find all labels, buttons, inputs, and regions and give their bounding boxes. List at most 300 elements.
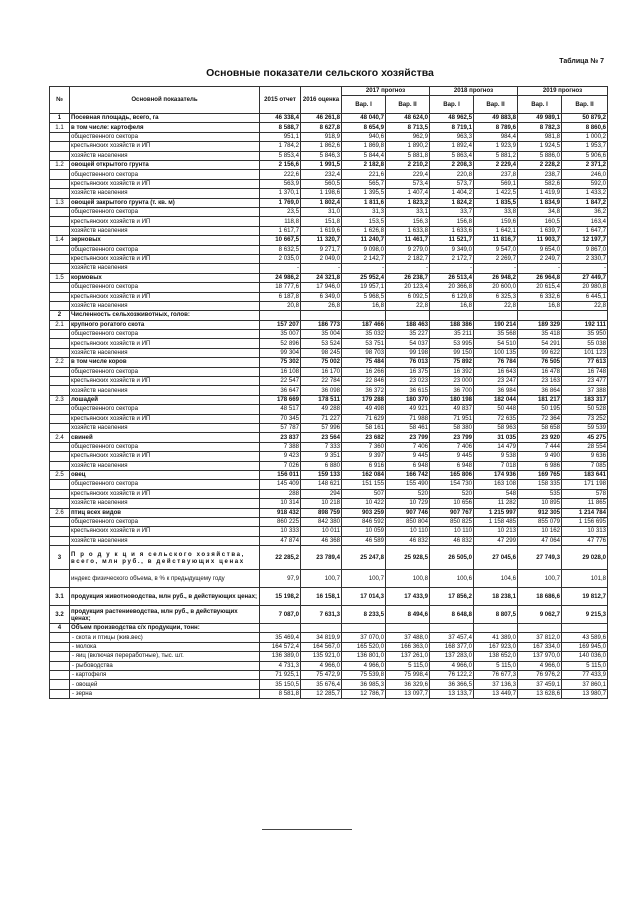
row-value: 46 589: [342, 536, 386, 545]
row-value: 15 198,2: [260, 588, 301, 606]
row-value: 8 233,5: [342, 606, 386, 624]
row-value: 182 044: [474, 395, 518, 404]
table-row: [50, 358, 608, 367]
row-value: [260, 311, 301, 320]
row-value: 8 494,6: [386, 606, 430, 624]
row-value: 1 923,9: [474, 142, 518, 151]
row-number: 2.3: [50, 395, 70, 404]
row-value: 136 389,0: [260, 652, 301, 661]
row-number: [50, 142, 70, 151]
row-value: 57 996: [301, 423, 342, 432]
row-value: 582,6: [518, 179, 562, 188]
row-value: 10 213: [474, 527, 518, 536]
row-value: 72 364: [518, 414, 562, 423]
table-row: [50, 527, 608, 536]
row-value: 13 449,7: [474, 689, 518, 698]
row-value: 76 784: [474, 358, 518, 367]
row-value: 16 375: [386, 367, 430, 376]
row-value: 100,7: [518, 570, 562, 588]
row-value: 36 372: [342, 386, 386, 395]
row-value: 6 332,6: [518, 292, 562, 301]
table-row: [50, 433, 608, 442]
row-value: 16 158,1: [301, 588, 342, 606]
row-value: 53 995: [430, 339, 474, 348]
row-value: 1 370,1: [260, 189, 301, 198]
row-value: 23 799: [430, 433, 474, 442]
row-value: 50 879,2: [562, 114, 608, 123]
row-value: [474, 311, 518, 320]
row-value: 50 528: [562, 405, 608, 414]
table-row: [50, 367, 608, 376]
row-label: крупного рогатого скота: [70, 320, 260, 329]
row-value: 846 592: [342, 517, 386, 526]
row-value: 1 198,6: [301, 189, 342, 198]
row-value: 1 769,0: [260, 198, 301, 207]
table-header: [50, 87, 608, 114]
row-number: [50, 330, 70, 339]
row-value: 7 388: [260, 442, 301, 451]
row-value: 8 588,7: [260, 123, 301, 132]
row-value: 1 158 485: [474, 517, 518, 526]
row-value: 148 621: [301, 480, 342, 489]
row-number: [50, 208, 70, 217]
row-number: 3: [50, 546, 70, 570]
row-value: 151 155: [342, 480, 386, 489]
row-value: 11 461,7: [386, 236, 430, 245]
row-value: 25 247,8: [342, 546, 386, 570]
row-value: 2 228,2: [518, 161, 562, 170]
row-label: - яиц (включая переработные), тыс. шт.: [70, 652, 260, 661]
row-value: 1 215 997: [474, 508, 518, 517]
row-value: 19 812,7: [562, 588, 608, 606]
table-row: [50, 480, 608, 489]
row-value: 17 014,3: [342, 588, 386, 606]
row-value: 2 208,3: [430, 161, 474, 170]
row-value: 23 163: [518, 377, 562, 386]
row-value: 1 862,6: [301, 142, 342, 151]
row-value: 10 313: [562, 527, 608, 536]
row-number: 1.5: [50, 273, 70, 282]
row-value: 189 329: [518, 320, 562, 329]
row-value: 36 864: [518, 386, 562, 395]
row-value: 35 227: [386, 330, 430, 339]
row-label: общественного сектора: [70, 132, 260, 141]
row-value: 8 713,5: [386, 123, 430, 132]
row-value: 1 407,4: [386, 189, 430, 198]
table-row: [50, 470, 608, 479]
row-value: 25 928,5: [386, 546, 430, 570]
row-value: 1 422,5: [474, 189, 518, 198]
row-value: 75 892: [430, 358, 474, 367]
header-2017-var2: Вар. II: [386, 96, 430, 114]
row-value: 35 007: [260, 330, 301, 339]
row-value: 10 110: [430, 527, 474, 536]
row-number: [50, 570, 70, 588]
row-label: крестьянских хозяйств и ИП: [70, 254, 260, 263]
row-value: 16,8: [430, 301, 474, 310]
row-value: 178 669: [260, 395, 301, 404]
row-value: 5 115,0: [474, 661, 518, 670]
row-value: 35 211: [430, 330, 474, 339]
row-value: 6 187,8: [260, 292, 301, 301]
row-label: в том числе коров: [70, 358, 260, 367]
row-value: 75 302: [260, 358, 301, 367]
row-value: 58 161: [342, 423, 386, 432]
row-label: Объем производства с/х продукции, тонн:: [70, 624, 260, 633]
row-value: 565,7: [342, 179, 386, 188]
row-value: 53 524: [301, 339, 342, 348]
row-value: 58 963: [474, 423, 518, 432]
row-value: 26,8: [301, 301, 342, 310]
row-value: 179 288: [342, 395, 386, 404]
row-value: 4 966,0: [518, 661, 562, 670]
row-value: 53 751: [342, 339, 386, 348]
table-row: [50, 273, 608, 282]
row-value: 10 314: [260, 499, 301, 508]
row-value: 47 776: [562, 536, 608, 545]
row-value: 11 816,7: [474, 236, 518, 245]
row-value: 100,7: [301, 570, 342, 588]
row-value: 850 825: [430, 517, 474, 526]
row-value: 18 686,6: [518, 588, 562, 606]
row-value: 10 667,5: [260, 236, 301, 245]
row-value: 181 217: [518, 395, 562, 404]
row-value: 99 304: [260, 348, 301, 357]
row-value: 10 656: [430, 499, 474, 508]
row-value: 10 110: [386, 527, 430, 536]
row-value: 76 122,2: [430, 671, 474, 680]
row-value: 26 513,4: [430, 273, 474, 282]
row-number: 1.1: [50, 123, 70, 132]
row-label: хозяйств населения: [70, 386, 260, 395]
table-row: [50, 208, 608, 217]
row-value: 31,3: [342, 208, 386, 217]
row-value: 164 572,4: [260, 642, 301, 651]
row-value: 10 218: [301, 499, 342, 508]
row-value: 171 198: [562, 480, 608, 489]
row-value: 76 013: [386, 358, 430, 367]
row-value: 20 615,4: [518, 283, 562, 292]
row-value: 7 085: [562, 461, 608, 470]
indicators-table: [49, 86, 608, 699]
row-value: 155 490: [386, 480, 430, 489]
row-value: 5 886,0: [518, 151, 562, 160]
row-value: 7 444: [518, 442, 562, 451]
table-row: [50, 179, 608, 188]
table-number-label: Таблица № 7: [559, 58, 604, 65]
table-row: [50, 405, 608, 414]
row-value: 9 654,0: [518, 245, 562, 254]
row-value: 48 624,0: [386, 114, 430, 123]
row-value: 9 445: [386, 452, 430, 461]
row-value: [301, 624, 342, 633]
table-row: [50, 461, 608, 470]
row-number: 3.2: [50, 606, 70, 624]
row-value: 560,5: [301, 179, 342, 188]
row-value: 37 812,0: [518, 633, 562, 642]
row-value: 22,8: [386, 301, 430, 310]
row-label: общественного сектора: [70, 245, 260, 254]
row-value: 962,9: [386, 132, 430, 141]
table-row: [50, 499, 608, 508]
row-value: 940,6: [342, 132, 386, 141]
row-value: 156,8: [430, 217, 474, 226]
row-label: крестьянских хозяйств и ИП: [70, 452, 260, 461]
row-value: 18 777,6: [260, 283, 301, 292]
row-value: 34,8: [518, 208, 562, 217]
row-value: 11 320,7: [301, 236, 342, 245]
row-value: 165 520,0: [342, 642, 386, 651]
row-value: 23 477: [562, 377, 608, 386]
row-number: 1.3: [50, 198, 70, 207]
table-row: [50, 642, 608, 651]
row-label: общественного сектора: [70, 367, 260, 376]
row-value: 9 215,3: [562, 606, 608, 624]
row-value: 1 647,7: [562, 226, 608, 235]
row-value: 7 087,0: [260, 606, 301, 624]
header-2018: 2018 прогноз: [430, 87, 518, 96]
row-value: 71 951: [430, 414, 474, 423]
row-label: крестьянских хозяйств и ИП: [70, 489, 260, 498]
row-number: [50, 264, 70, 273]
row-value: 1 892,4: [430, 142, 474, 151]
row-value: 9 279,0: [386, 245, 430, 254]
row-value: 6 948: [386, 461, 430, 470]
row-value: -: [342, 264, 386, 273]
row-number: [50, 527, 70, 536]
table-row: [50, 386, 608, 395]
row-value: 23,5: [260, 208, 301, 217]
row-value: 35 150,5: [260, 680, 301, 689]
table-row: [50, 689, 608, 698]
row-value: [474, 624, 518, 633]
row-value: 16 392: [430, 367, 474, 376]
row-value: 46 261,8: [301, 114, 342, 123]
row-value: 22 285,2: [260, 546, 301, 570]
row-value: 20 123,4: [386, 283, 430, 292]
row-number: [50, 339, 70, 348]
row-value: 1 991,5: [301, 161, 342, 170]
row-value: 7 631,3: [301, 606, 342, 624]
footer-divider: [262, 829, 352, 830]
row-label: птиц всех видов: [70, 508, 260, 517]
row-value: 842 380: [301, 517, 342, 526]
row-value: [301, 311, 342, 320]
row-value: 100,8: [386, 570, 430, 588]
row-value: 1 619,6: [301, 226, 342, 235]
row-value: 8 581,8: [260, 689, 301, 698]
header-2018-var2: Вар. II: [474, 96, 518, 114]
row-value: 23 799: [386, 433, 430, 442]
row-value: 16 108: [260, 367, 301, 376]
row-value: [260, 624, 301, 633]
row-number: 1.2: [50, 161, 70, 170]
row-value: 183 317: [562, 395, 608, 404]
table-row: [50, 254, 608, 263]
row-value: 151,8: [301, 217, 342, 226]
row-value: 220,8: [430, 170, 474, 179]
row-label: хозяйств населения: [70, 301, 260, 310]
header-2017: 2017 прогноз: [342, 87, 430, 96]
row-value: 73 252: [562, 414, 608, 423]
row-value: 5 115,0: [386, 661, 430, 670]
row-value: 7 026: [260, 461, 301, 470]
row-value: 19 957,1: [342, 283, 386, 292]
row-value: 4 966,0: [430, 661, 474, 670]
row-value: 49 883,8: [474, 114, 518, 123]
row-number: [50, 254, 70, 263]
row-value: 46 832: [386, 536, 430, 545]
row-label: крестьянских хозяйств и ИП: [70, 142, 260, 151]
row-value: 162 084: [342, 470, 386, 479]
table-row: [50, 245, 608, 254]
row-value: 156,3: [386, 217, 430, 226]
row-number: [50, 348, 70, 357]
row-value: 520: [386, 489, 430, 498]
row-value: 2 249,7: [518, 254, 562, 263]
row-value: 137 283,0: [430, 652, 474, 661]
row-value: 26 964,8: [518, 273, 562, 282]
row-value: 4 731,3: [260, 661, 301, 670]
row-value: 100,6: [430, 570, 474, 588]
row-value: 36 098: [301, 386, 342, 395]
row-value: 48 517: [260, 405, 301, 414]
row-value: 1 834,9: [518, 198, 562, 207]
row-value: 186 773: [301, 320, 342, 329]
row-value: 164 567,0: [301, 642, 342, 651]
row-number: [50, 671, 70, 680]
row-value: 907 746: [386, 508, 430, 517]
row-number: [50, 642, 70, 651]
row-value: 11 282: [474, 499, 518, 508]
row-value: 77 433,9: [562, 671, 608, 680]
row-number: 2.4: [50, 433, 70, 442]
table-row: [50, 442, 608, 451]
row-value: 2 049,0: [301, 254, 342, 263]
row-value: [518, 311, 562, 320]
row-value: 5 863,4: [430, 151, 474, 160]
row-value: 9 098,0: [342, 245, 386, 254]
row-value: 75 998,4: [386, 671, 430, 680]
row-value: 860 225: [260, 517, 301, 526]
table-row: [50, 652, 608, 661]
row-value: 31,0: [301, 208, 342, 217]
row-value: 190 214: [474, 320, 518, 329]
row-label: крестьянских хозяйств и ИП: [70, 377, 260, 386]
row-value: 2 371,2: [562, 161, 608, 170]
row-number: [50, 189, 70, 198]
row-value: 22,8: [474, 301, 518, 310]
row-value: 158 335: [518, 480, 562, 489]
row-value: 13 628,6: [518, 689, 562, 698]
row-value: 23 000: [430, 377, 474, 386]
row-value: 5 881,8: [386, 151, 430, 160]
row-value: 1 823,2: [386, 198, 430, 207]
row-value: 99 622: [518, 348, 562, 357]
row-value: 7 333: [301, 442, 342, 451]
header-2016: 2016 оценка: [301, 87, 342, 114]
table-row: [50, 661, 608, 670]
header-2015: 2015 отчет: [260, 87, 301, 114]
row-value: 48 962,5: [430, 114, 474, 123]
row-value: 912 305: [518, 508, 562, 517]
row-value: 58 380: [430, 423, 474, 432]
row-value: 2 172,7: [430, 254, 474, 263]
row-value: 46 368: [301, 536, 342, 545]
row-value: 13 980,7: [562, 689, 608, 698]
row-value: 77 613: [562, 358, 608, 367]
row-value: 54 037: [386, 339, 430, 348]
row-value: 35 950: [562, 330, 608, 339]
table-row: [50, 423, 608, 432]
row-value: 13 133,7: [430, 689, 474, 698]
table-row: [50, 123, 608, 132]
row-value: 36 615: [386, 386, 430, 395]
table-body: [50, 114, 608, 699]
table-row: [50, 292, 608, 301]
row-value: 58 461: [386, 423, 430, 432]
row-value: 45 275: [562, 433, 608, 442]
row-value: 6 986: [518, 461, 562, 470]
row-label: крестьянских хозяйств и ИП: [70, 527, 260, 536]
row-label: Посевная площадь, всего, га: [70, 114, 260, 123]
row-value: 100 135: [474, 348, 518, 357]
row-label: овощей открытого грунта: [70, 161, 260, 170]
row-value: 35 469,4: [260, 633, 301, 642]
row-label: общественного сектора: [70, 330, 260, 339]
row-value: 8 632,5: [260, 245, 301, 254]
row-value: 1 156 695: [562, 517, 608, 526]
row-value: 11 903,7: [518, 236, 562, 245]
row-value: 20 980,8: [562, 283, 608, 292]
table-row: [50, 452, 608, 461]
row-value: 169 765: [518, 470, 562, 479]
row-value: 9 547,0: [474, 245, 518, 254]
row-number: 1.4: [50, 236, 70, 245]
row-value: 2 156,6: [260, 161, 301, 170]
row-value: 1 617,7: [260, 226, 301, 235]
row-label: хозяйств населения: [70, 264, 260, 273]
table-row: [50, 320, 608, 329]
row-value: 23 023: [386, 377, 430, 386]
row-number: [50, 283, 70, 292]
row-value: 8 627,8: [301, 123, 342, 132]
row-label: хозяйств населения: [70, 189, 260, 198]
row-value: 76 677,3: [474, 671, 518, 680]
row-value: 36 700: [430, 386, 474, 395]
row-value: 27 749,3: [518, 546, 562, 570]
table-row: [50, 339, 608, 348]
row-value: 37 459,1: [518, 680, 562, 689]
table-row: [50, 198, 608, 207]
table-row: [50, 161, 608, 170]
table-row: [50, 588, 608, 606]
header-indicator: Основной показатель: [70, 87, 260, 114]
row-label: крестьянских хозяйств и ИП: [70, 414, 260, 423]
row-value: 100,7: [342, 570, 386, 588]
row-value: 1 890,2: [386, 142, 430, 151]
row-number: [50, 499, 70, 508]
row-value: 7 018: [474, 461, 518, 470]
table-row: [50, 414, 608, 423]
row-number: [50, 536, 70, 545]
row-value: [342, 624, 386, 633]
row-value: 8 789,6: [474, 123, 518, 132]
row-value: 98 703: [342, 348, 386, 357]
row-number: 2.5: [50, 470, 70, 479]
row-value: 8 807,5: [474, 606, 518, 624]
row-value: 47 874: [260, 536, 301, 545]
